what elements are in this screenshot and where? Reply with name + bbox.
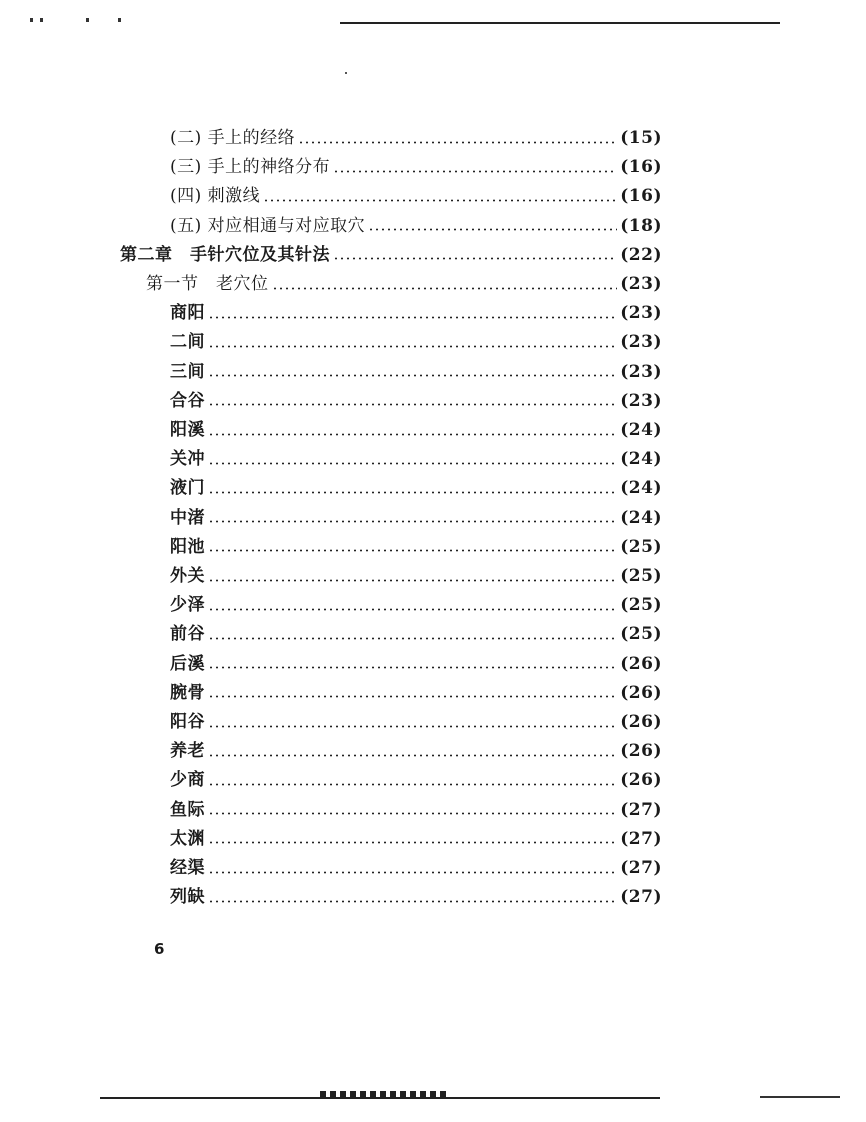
dot-leader <box>208 783 617 786</box>
dot-leader <box>333 170 617 173</box>
toc-entry <box>170 708 662 736</box>
dot-leader <box>208 754 617 757</box>
toc-entry <box>170 533 662 561</box>
toc-entry <box>170 796 662 824</box>
scan-top-rule <box>340 22 780 24</box>
scan-artifact-mark <box>86 18 89 22</box>
toc-entry-title: 商阳 <box>170 303 205 324</box>
toc-entry-title: 经渠 <box>170 858 205 878</box>
toc-entry-page: (27) <box>620 858 662 878</box>
dot-leader <box>208 374 617 377</box>
toc-entry-title: (五) 对应相通与对应取穴 <box>170 215 366 236</box>
dot-leader <box>208 695 617 698</box>
toc-entry-page: (27) <box>620 887 662 908</box>
toc-entry-title: 阳溪 <box>170 420 205 440</box>
toc-entry-page: (23) <box>620 390 662 411</box>
scan-artifact-mark <box>30 18 33 22</box>
toc-entry <box>170 562 662 590</box>
toc-entry-title: 关冲 <box>170 449 205 470</box>
toc-entry <box>170 854 662 882</box>
toc-entry-title: 中渚 <box>170 507 205 528</box>
toc-entry-page: (24) <box>620 507 662 528</box>
toc-entry <box>170 591 662 619</box>
toc-entry-title: 太渊 <box>170 828 205 849</box>
toc-entry <box>170 416 662 444</box>
toc-entry <box>170 358 662 386</box>
toc-entry-page: (25) <box>620 536 662 557</box>
toc-entry <box>170 620 662 648</box>
dot-leader <box>208 579 617 582</box>
toc-entry-title: 三间 <box>170 361 205 382</box>
dot-leader <box>333 257 617 260</box>
dot-leader <box>208 900 617 903</box>
dot-leader <box>208 608 617 611</box>
toc-entry-page: (23) <box>620 361 662 382</box>
toc-entry <box>170 445 662 473</box>
scan-artifact-mark <box>40 18 43 22</box>
toc-entry <box>170 679 662 707</box>
toc-entry <box>170 387 662 415</box>
toc-entry <box>170 737 662 765</box>
toc-entry-page: (25) <box>620 595 662 616</box>
dot-leader <box>263 199 617 202</box>
toc-entry <box>170 182 662 210</box>
toc-entry-page: (24) <box>620 478 662 499</box>
toc-entry-title: 二间 <box>170 332 205 353</box>
toc-entry-page: (26) <box>620 682 662 703</box>
toc-entry <box>170 504 662 532</box>
dot-leader <box>208 403 617 406</box>
dot-leader <box>208 316 617 319</box>
toc-entry <box>170 825 662 853</box>
toc-entry-page: (23) <box>620 274 662 294</box>
toc-entry <box>146 270 662 298</box>
toc-entry <box>170 153 662 181</box>
toc-entry-page: (27) <box>620 828 662 849</box>
toc-entry <box>170 328 662 356</box>
dot-leader <box>208 871 617 874</box>
toc-entry-title: 少商 <box>170 770 205 791</box>
scan-artifact-line <box>760 1096 840 1098</box>
dot-leader <box>298 141 617 144</box>
toc-entry-title: 第二章 手针穴位及其针法 <box>120 244 330 265</box>
dot-leader <box>208 520 617 523</box>
toc-entry-page: (16) <box>620 186 662 207</box>
toc-entry-page: (23) <box>620 303 662 324</box>
dot-leader <box>208 666 617 669</box>
toc-entry <box>170 650 662 678</box>
toc-entry-page: (26) <box>620 712 662 732</box>
toc-entry-page: (26) <box>620 770 662 791</box>
toc-entry-title: 前谷 <box>170 624 205 645</box>
scan-artifact-mark <box>118 18 121 22</box>
dot-leader <box>208 725 617 728</box>
toc-entry-title: 腕骨 <box>170 682 205 703</box>
toc-entry <box>170 124 662 152</box>
toc-entry-page: (18) <box>620 215 662 236</box>
toc-entry <box>170 299 662 327</box>
toc-entry <box>170 766 662 794</box>
dot-leader <box>208 491 617 494</box>
toc-entry-page: (16) <box>620 157 662 178</box>
toc-entry-title: 外关 <box>170 566 205 586</box>
toc-entry-page: (25) <box>620 566 662 586</box>
toc-entry-page: (26) <box>620 653 662 674</box>
toc-entry <box>170 474 662 502</box>
dot-leader <box>208 433 617 436</box>
toc-entry-title: (四) 刺激线 <box>170 186 261 207</box>
toc-entry-page: (27) <box>620 799 662 820</box>
page-number: 6 <box>154 940 165 958</box>
toc-entry-page: (25) <box>620 624 662 645</box>
toc-entry-title: 列缺 <box>170 887 205 908</box>
toc-entry-page: (22) <box>620 244 662 265</box>
toc-entry-title: 后溪 <box>170 653 205 674</box>
toc-entry-page: (15) <box>620 128 662 148</box>
toc-entry-title: 阳谷 <box>170 712 205 732</box>
dot-leader <box>208 841 617 844</box>
dot-leader <box>208 462 617 465</box>
toc-entry <box>170 212 662 240</box>
toc-entry <box>170 883 662 911</box>
toc-entry-page: (23) <box>620 332 662 353</box>
toc-entry-title: (二) 手上的经络 <box>170 128 296 148</box>
toc-entry-title: 鱼际 <box>170 799 205 820</box>
dot-leader <box>208 812 617 815</box>
dot-leader <box>208 549 617 552</box>
toc-entry-title: 合谷 <box>170 390 205 411</box>
toc-entry-title: (三) 手上的神络分布 <box>170 157 331 178</box>
dot-leader <box>208 345 617 348</box>
toc-entry-page: (26) <box>620 741 662 762</box>
dot-leader <box>272 287 618 290</box>
dot-leader <box>208 637 617 640</box>
toc-entry-page: (24) <box>620 449 662 470</box>
scan-bottom-rule <box>100 1097 660 1099</box>
toc-entry-title: 液门 <box>170 478 205 499</box>
scan-artifact-dot <box>345 72 347 74</box>
toc-entry-title: 阳池 <box>170 536 205 557</box>
toc-entry-title: 第一节 老穴位 <box>146 274 269 294</box>
toc-entry-page: (24) <box>620 420 662 440</box>
toc-entry-title: 养老 <box>170 741 205 762</box>
toc-entry <box>120 241 662 269</box>
dot-leader <box>368 228 617 231</box>
toc-entry-title: 少泽 <box>170 595 205 616</box>
